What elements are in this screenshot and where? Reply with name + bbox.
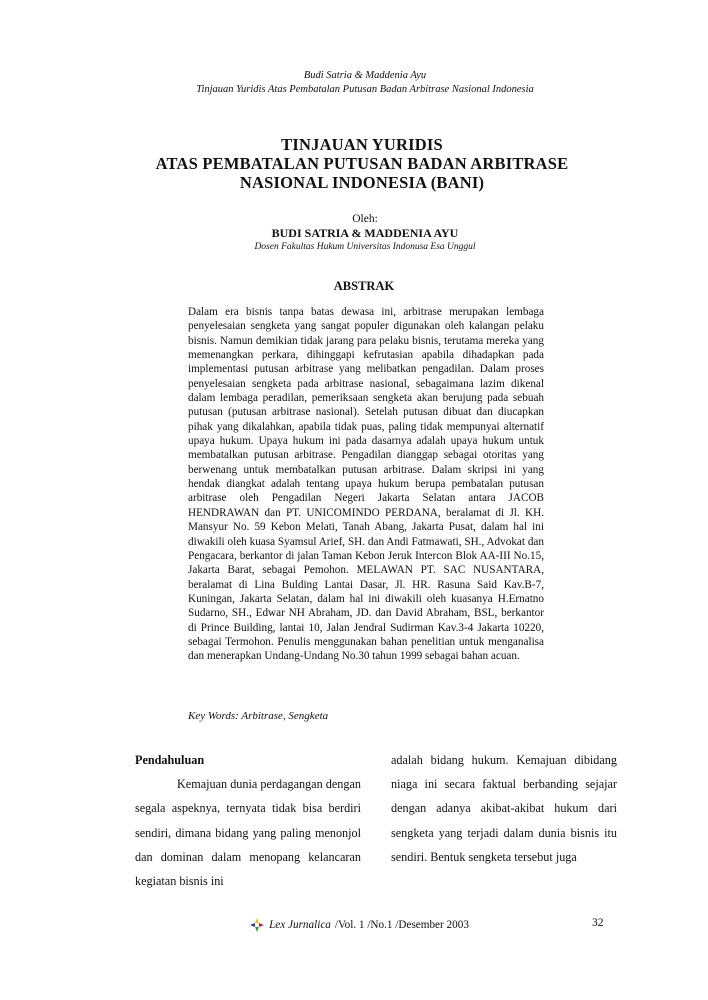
section-heading: Pendahuluan: [135, 753, 205, 767]
right-column-text: adalah bidang hukum. Kemajuan dibidang niaga ini secara faktual berbanding sejajar dengan adanya akibat-akibat hukum dari sengketa yang terjadi dalam dunia bisnis itu sendiri. Bentuk sengketa tersebut juga: [391, 753, 617, 864]
byline-affiliation: Dosen Fakultas Hukum Universitas Indonusa Esa Unggul: [254, 242, 476, 252]
byline-authors: BUDI SATRIA & MADDENIA AYU: [271, 226, 459, 240]
journal-name: Lex Jurnalica: [269, 919, 331, 931]
left-column-text: Kemajuan dunia perdagangan dengan segala aspeknya, ternyata tidak bisa berdiri sendiri, dimana bidang yang paling menonjol dan dominan dalam menopang kelancaran kegiatan bisnis ini: [135, 777, 361, 889]
paper-title: [0, 135, 708, 192]
running-head-authors: Budi Satria & Maddenia Ayu: [303, 70, 427, 81]
body-left-column: [135, 748, 361, 893]
running-head-title: Tinjauan Yuridis Atas Pembatalan Putusan Badan Arbitrase Nasional Indonesia: [196, 84, 534, 95]
byline: [0, 212, 708, 253]
quad-color-logo-icon: [249, 917, 265, 933]
abstract-heading: ABSTRAK: [333, 279, 395, 293]
title-line-1: TINJAUAN YURIDIS: [281, 135, 443, 154]
byline-oleh: Oleh:: [352, 213, 378, 225]
keywords: Key Words: Arbitrase, Sengketa: [188, 710, 329, 722]
body-right-column: [391, 748, 617, 869]
journal-issue: /Vol. 1 /No.1 /Desember 2003: [334, 919, 469, 931]
page-number: 32: [592, 917, 604, 929]
abstract-text: Dalam era bisnis tanpa batas dewasa ini, arbitrase merupakan lembaga penyelesaian sengketa yang sangat populer digunakan oleh kalangan pelaku bisnis. Namun demikian tidak jarang para pelaku bisnis, terutama mereka yang memenangkan perkara, dihinggapi kefrutasian apabila dihadapkan pada implementasi putusan arbitrase yang melibatkan pengadilan. Dalam proses penyelesaian sengketa pada arbitrase nasional, sebagaimana lazim dikenal dalam lembaga peradilan, pemeriksaan sengketa akan berujung pada sebuah putusan (putusan arbitrase nasional). Setelah putusan dibuat dan diucapkan pihak yang dikalahkan, apabila tidak puas, paling tidak mempunyai alternatif upaya hukum. Upaya hukum ini pada dasarnya adalah upaya hukum untuk membatalkan putusan arbitrase. Pengadilan dianggap sebagai otoritas yang berwenang untuk membatalkan putusan arbitrase. Dalam skripsi ini yang hendak diangkat adalah tentang upaya hukum berupa pembatalan putusan arbitrase oleh Pengadilan Negeri Jakarta Selatan antara JACOB HENDRAWAN dan PT. UNICOMINDO PERDANA, beralamat di Jl. KH. Mansyur No. 59 Kebon Melati, Tanah Abang, Jakarta Pusat, dalam hal ini diwakili oleh kuasa Syamsul Arief, SH. dan Andi Fatmawati, SH., Advokat dan Pengacara, berkantor di jalan Taman Kebon Jeruk Intercon Blok AA-III No.15, Jakarta Barat, sebagai Pemohon. MELAWAN PT. SAC NUSANTARA, beralamat di Lina Bulding Lantai Dasar, Jl. HR. Rasuna Said Kav.B-7, Kuningan, Jakarta Selatan, dalam hal ini diwakili oleh kuasanya H.Ernatno Sudarno, SH., Edwar NH Abraham, JD. dan David Abraham, BSL, berkantor di Prince Building, lantai 10, Jalan Jendral Sudirman Kav.3-4 Jakarta 10220, sebagai Termohon. Penulis menggunakan bahan penelitian untuk menganalisa dan menerapkan Undang-Undang No.30 tahun 1999 sebagai bahan acuan.: [188, 306, 544, 663]
running-head: [0, 69, 708, 97]
title-line-2: ATAS PEMBATALAN PUTUSAN BADAN ARBITRASE: [155, 154, 569, 173]
title-line-3: NASIONAL INDONESIA (BANI): [239, 173, 485, 192]
